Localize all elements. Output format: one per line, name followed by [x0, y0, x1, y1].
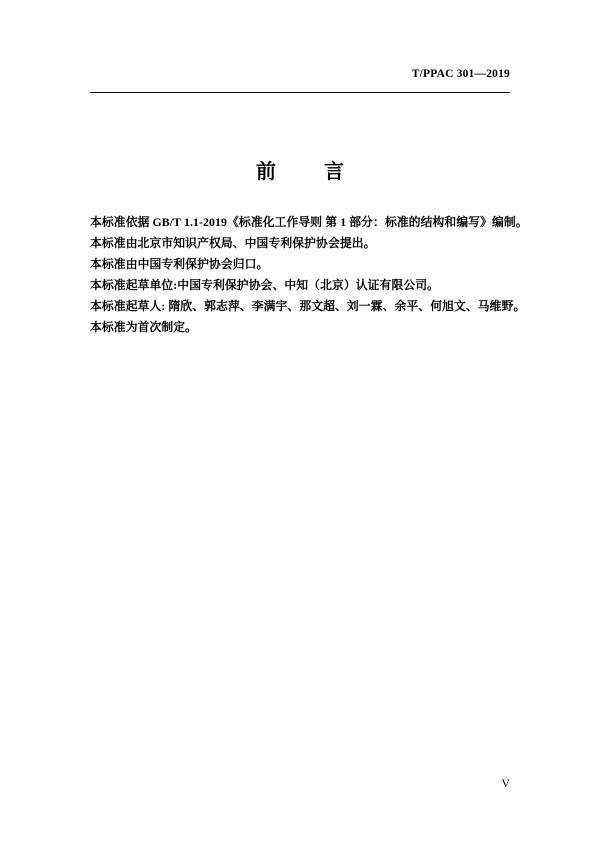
- paragraph: 本标准起草人: 隋欣、郭志萍、李满宇、那文超、刘一霖、余平、何旭文、马维野。: [90, 299, 526, 313]
- paragraph: 本标准为首次制定。: [90, 320, 198, 334]
- page-number: V: [501, 776, 510, 790]
- paragraph: 本标准依据 GB/T 1.1-2019《标准化工作导则 第 1 部分：标准的结构和编写》编制。: [90, 215, 528, 229]
- paragraph: 本标准起草单位:中国专利保护协会、中知（北京）认证有限公司。: [90, 278, 440, 292]
- paragraph: 本标准由北京市知识产权局、中国专利保护协会提出。: [90, 236, 376, 250]
- standard-code-header: T/PPAC 301—2019: [411, 68, 510, 80]
- foreword-body: [90, 212, 528, 338]
- page-title: 前 言: [256, 161, 358, 183]
- paragraph: 本标准由中国专利保护协会归口。: [90, 257, 269, 271]
- header-divider: [90, 92, 510, 93]
